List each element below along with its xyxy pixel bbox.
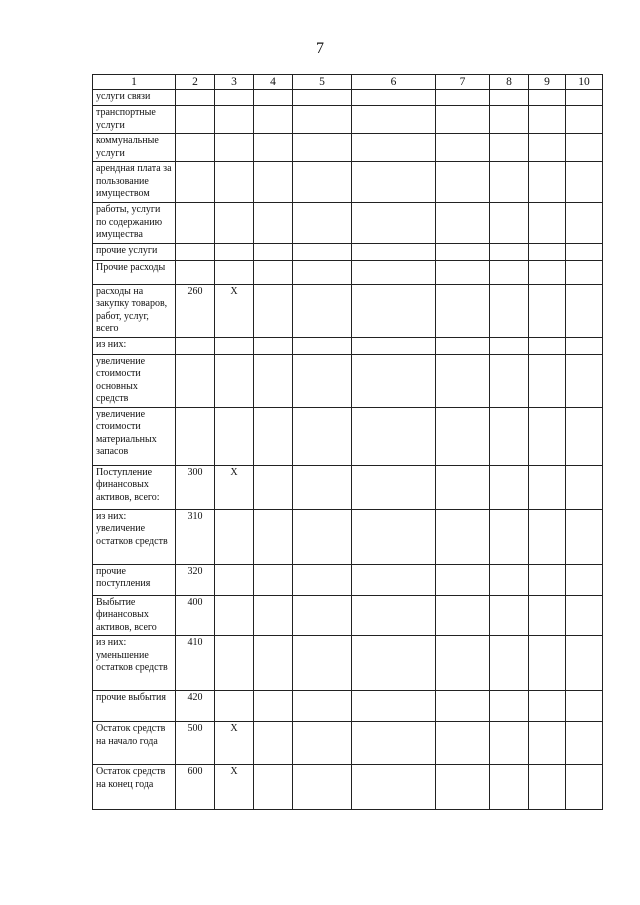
empty-cell <box>529 354 566 407</box>
row-code: 300 <box>176 465 215 509</box>
table-row <box>93 354 603 407</box>
empty-cell <box>254 722 293 765</box>
empty-cell <box>352 636 436 691</box>
empty-cell <box>529 203 566 244</box>
empty-cell <box>352 765 436 810</box>
empty-cell <box>254 636 293 691</box>
empty-cell <box>490 284 529 337</box>
table-row <box>93 595 603 636</box>
empty-cell <box>436 564 490 595</box>
table-row <box>93 509 603 564</box>
empty-cell <box>293 564 352 595</box>
empty-cell <box>293 465 352 509</box>
row-label: расходы на закупку товаров, работ, услуг, всего <box>93 284 176 337</box>
empty-cell <box>254 509 293 564</box>
empty-cell <box>352 465 436 509</box>
row-code <box>176 203 215 244</box>
empty-cell <box>490 134 529 162</box>
empty-cell <box>436 337 490 354</box>
empty-cell <box>490 765 529 810</box>
empty-cell <box>529 564 566 595</box>
empty-cell <box>566 284 603 337</box>
table-row <box>93 564 603 595</box>
empty-cell <box>436 134 490 162</box>
row-mark <box>215 260 254 284</box>
empty-cell <box>529 260 566 284</box>
budget-form-table <box>92 74 603 810</box>
empty-cell <box>352 162 436 203</box>
empty-cell <box>529 162 566 203</box>
row-mark: Х <box>215 284 254 337</box>
table-row <box>93 162 603 203</box>
row-label: из них: уменьшение остатков средств <box>93 636 176 691</box>
empty-cell <box>566 203 603 244</box>
table-row <box>93 284 603 337</box>
empty-cell <box>436 407 490 465</box>
empty-cell <box>293 162 352 203</box>
row-code <box>176 354 215 407</box>
row-mark <box>215 636 254 691</box>
empty-cell <box>254 106 293 134</box>
table-row <box>93 106 603 134</box>
row-label: прочие поступления <box>93 564 176 595</box>
empty-cell <box>436 509 490 564</box>
empty-cell <box>436 243 490 260</box>
empty-cell <box>293 636 352 691</box>
empty-cell <box>529 691 566 722</box>
empty-cell <box>352 595 436 636</box>
empty-cell <box>436 595 490 636</box>
empty-cell <box>529 243 566 260</box>
row-code <box>176 162 215 203</box>
empty-cell <box>293 243 352 260</box>
row-mark <box>215 162 254 203</box>
empty-cell <box>254 564 293 595</box>
empty-cell <box>352 691 436 722</box>
row-mark <box>215 90 254 106</box>
table-row <box>93 203 603 244</box>
row-code <box>176 260 215 284</box>
row-label: коммунальные услуги <box>93 134 176 162</box>
table-row <box>93 90 603 106</box>
empty-cell <box>254 90 293 106</box>
row-code: 420 <box>176 691 215 722</box>
row-label: услуги связи <box>93 90 176 106</box>
empty-cell <box>293 509 352 564</box>
empty-cell <box>529 722 566 765</box>
empty-cell <box>352 354 436 407</box>
column-header-6: 6 <box>352 75 436 90</box>
row-mark <box>215 203 254 244</box>
empty-cell <box>490 691 529 722</box>
empty-cell <box>436 106 490 134</box>
empty-cell <box>254 595 293 636</box>
empty-cell <box>352 407 436 465</box>
empty-cell <box>293 134 352 162</box>
column-header-10: 10 <box>566 75 603 90</box>
empty-cell <box>529 407 566 465</box>
row-mark <box>215 134 254 162</box>
column-header-4: 4 <box>254 75 293 90</box>
empty-cell <box>566 564 603 595</box>
empty-cell <box>490 243 529 260</box>
empty-cell <box>490 203 529 244</box>
row-mark: Х <box>215 765 254 810</box>
empty-cell <box>436 162 490 203</box>
empty-cell <box>529 106 566 134</box>
empty-cell <box>352 284 436 337</box>
row-code <box>176 134 215 162</box>
empty-cell <box>490 722 529 765</box>
empty-cell <box>436 465 490 509</box>
empty-cell <box>529 90 566 106</box>
empty-cell <box>436 284 490 337</box>
empty-cell <box>566 243 603 260</box>
empty-cell <box>490 407 529 465</box>
empty-cell <box>352 260 436 284</box>
empty-cell <box>436 691 490 722</box>
empty-cell <box>293 106 352 134</box>
empty-cell <box>490 595 529 636</box>
empty-cell <box>254 691 293 722</box>
empty-cell <box>566 765 603 810</box>
row-label: из них: <box>93 337 176 354</box>
empty-cell <box>436 203 490 244</box>
empty-cell <box>293 203 352 244</box>
empty-cell <box>529 134 566 162</box>
empty-cell <box>293 595 352 636</box>
empty-cell <box>490 354 529 407</box>
empty-cell <box>566 260 603 284</box>
empty-cell <box>352 243 436 260</box>
table-row <box>93 465 603 509</box>
empty-cell <box>566 354 603 407</box>
row-mark <box>215 691 254 722</box>
row-mark: Х <box>215 722 254 765</box>
row-label: арендная плата за пользование имуществом <box>93 162 176 203</box>
empty-cell <box>254 465 293 509</box>
empty-cell <box>293 284 352 337</box>
empty-cell <box>529 465 566 509</box>
table-row <box>93 337 603 354</box>
empty-cell <box>254 243 293 260</box>
empty-cell <box>490 337 529 354</box>
empty-cell <box>490 509 529 564</box>
empty-cell <box>436 260 490 284</box>
empty-cell <box>436 636 490 691</box>
empty-cell <box>529 509 566 564</box>
empty-cell <box>490 260 529 284</box>
empty-cell <box>566 162 603 203</box>
empty-cell <box>293 337 352 354</box>
empty-cell <box>254 765 293 810</box>
row-label: увеличение стоимости основных средств <box>93 354 176 407</box>
row-mark <box>215 243 254 260</box>
empty-cell <box>293 354 352 407</box>
empty-cell <box>293 722 352 765</box>
empty-cell <box>529 765 566 810</box>
table-row <box>93 722 603 765</box>
row-label: из них: увеличение остатков средств <box>93 509 176 564</box>
row-mark <box>215 564 254 595</box>
empty-cell <box>566 106 603 134</box>
row-label: Остаток средств на начало года <box>93 722 176 765</box>
empty-cell <box>490 636 529 691</box>
column-header-2: 2 <box>176 75 215 90</box>
empty-cell <box>254 337 293 354</box>
empty-cell <box>293 765 352 810</box>
row-mark <box>215 337 254 354</box>
empty-cell <box>490 564 529 595</box>
empty-cell <box>293 691 352 722</box>
column-header-5: 5 <box>293 75 352 90</box>
empty-cell <box>566 722 603 765</box>
table-row <box>93 134 603 162</box>
empty-cell <box>254 260 293 284</box>
row-label: увеличение стоимости материальных запасов <box>93 407 176 465</box>
table-row <box>93 407 603 465</box>
row-code: 320 <box>176 564 215 595</box>
empty-cell <box>352 203 436 244</box>
row-code: 500 <box>176 722 215 765</box>
empty-cell <box>254 284 293 337</box>
empty-cell <box>566 407 603 465</box>
row-code <box>176 243 215 260</box>
empty-cell <box>352 564 436 595</box>
row-label: Поступление финансовых активов, всего: <box>93 465 176 509</box>
row-label: работы, услуги по содержанию имущества <box>93 203 176 244</box>
empty-cell <box>352 106 436 134</box>
empty-cell <box>436 722 490 765</box>
empty-cell <box>352 722 436 765</box>
empty-cell <box>490 106 529 134</box>
row-label: прочие услуги <box>93 243 176 260</box>
row-code: 400 <box>176 595 215 636</box>
table-row <box>93 765 603 810</box>
column-header-row <box>93 75 603 90</box>
table-row <box>93 260 603 284</box>
page-number: 7 <box>316 40 324 57</box>
row-code: 260 <box>176 284 215 337</box>
table-row <box>93 691 603 722</box>
row-code <box>176 407 215 465</box>
row-label: Остаток средств на конец года <box>93 765 176 810</box>
empty-cell <box>566 337 603 354</box>
row-mark <box>215 407 254 465</box>
empty-cell <box>254 354 293 407</box>
empty-cell <box>352 337 436 354</box>
row-code <box>176 90 215 106</box>
empty-cell <box>566 465 603 509</box>
row-mark <box>215 509 254 564</box>
empty-cell <box>529 636 566 691</box>
empty-cell <box>254 203 293 244</box>
empty-cell <box>566 90 603 106</box>
empty-cell <box>490 90 529 106</box>
empty-cell <box>436 354 490 407</box>
column-header-8: 8 <box>490 75 529 90</box>
row-mark <box>215 106 254 134</box>
empty-cell <box>436 765 490 810</box>
column-header-9: 9 <box>529 75 566 90</box>
empty-cell <box>566 691 603 722</box>
row-mark <box>215 354 254 407</box>
row-mark: Х <box>215 465 254 509</box>
empty-cell <box>293 407 352 465</box>
row-label: транспортные услуги <box>93 106 176 134</box>
empty-cell <box>352 509 436 564</box>
column-header-7: 7 <box>436 75 490 90</box>
empty-cell <box>529 337 566 354</box>
row-code <box>176 337 215 354</box>
row-label: прочие выбытия <box>93 691 176 722</box>
column-header-3: 3 <box>215 75 254 90</box>
empty-cell <box>254 134 293 162</box>
empty-cell <box>254 407 293 465</box>
empty-cell <box>566 595 603 636</box>
empty-cell <box>490 465 529 509</box>
empty-cell <box>436 90 490 106</box>
empty-cell <box>566 509 603 564</box>
empty-cell <box>352 134 436 162</box>
empty-cell <box>529 595 566 636</box>
empty-cell <box>490 162 529 203</box>
table-row <box>93 243 603 260</box>
row-code: 310 <box>176 509 215 564</box>
empty-cell <box>566 636 603 691</box>
column-header-1: 1 <box>93 75 176 90</box>
row-code: 600 <box>176 765 215 810</box>
empty-cell <box>529 284 566 337</box>
empty-cell <box>566 134 603 162</box>
empty-cell <box>254 162 293 203</box>
empty-cell <box>352 90 436 106</box>
row-mark <box>215 595 254 636</box>
table-row <box>93 636 603 691</box>
row-label: Выбытие финансовых активов, всего <box>93 595 176 636</box>
empty-cell <box>293 90 352 106</box>
row-label: Прочие расходы <box>93 260 176 284</box>
empty-cell <box>293 260 352 284</box>
row-code <box>176 106 215 134</box>
row-code: 410 <box>176 636 215 691</box>
